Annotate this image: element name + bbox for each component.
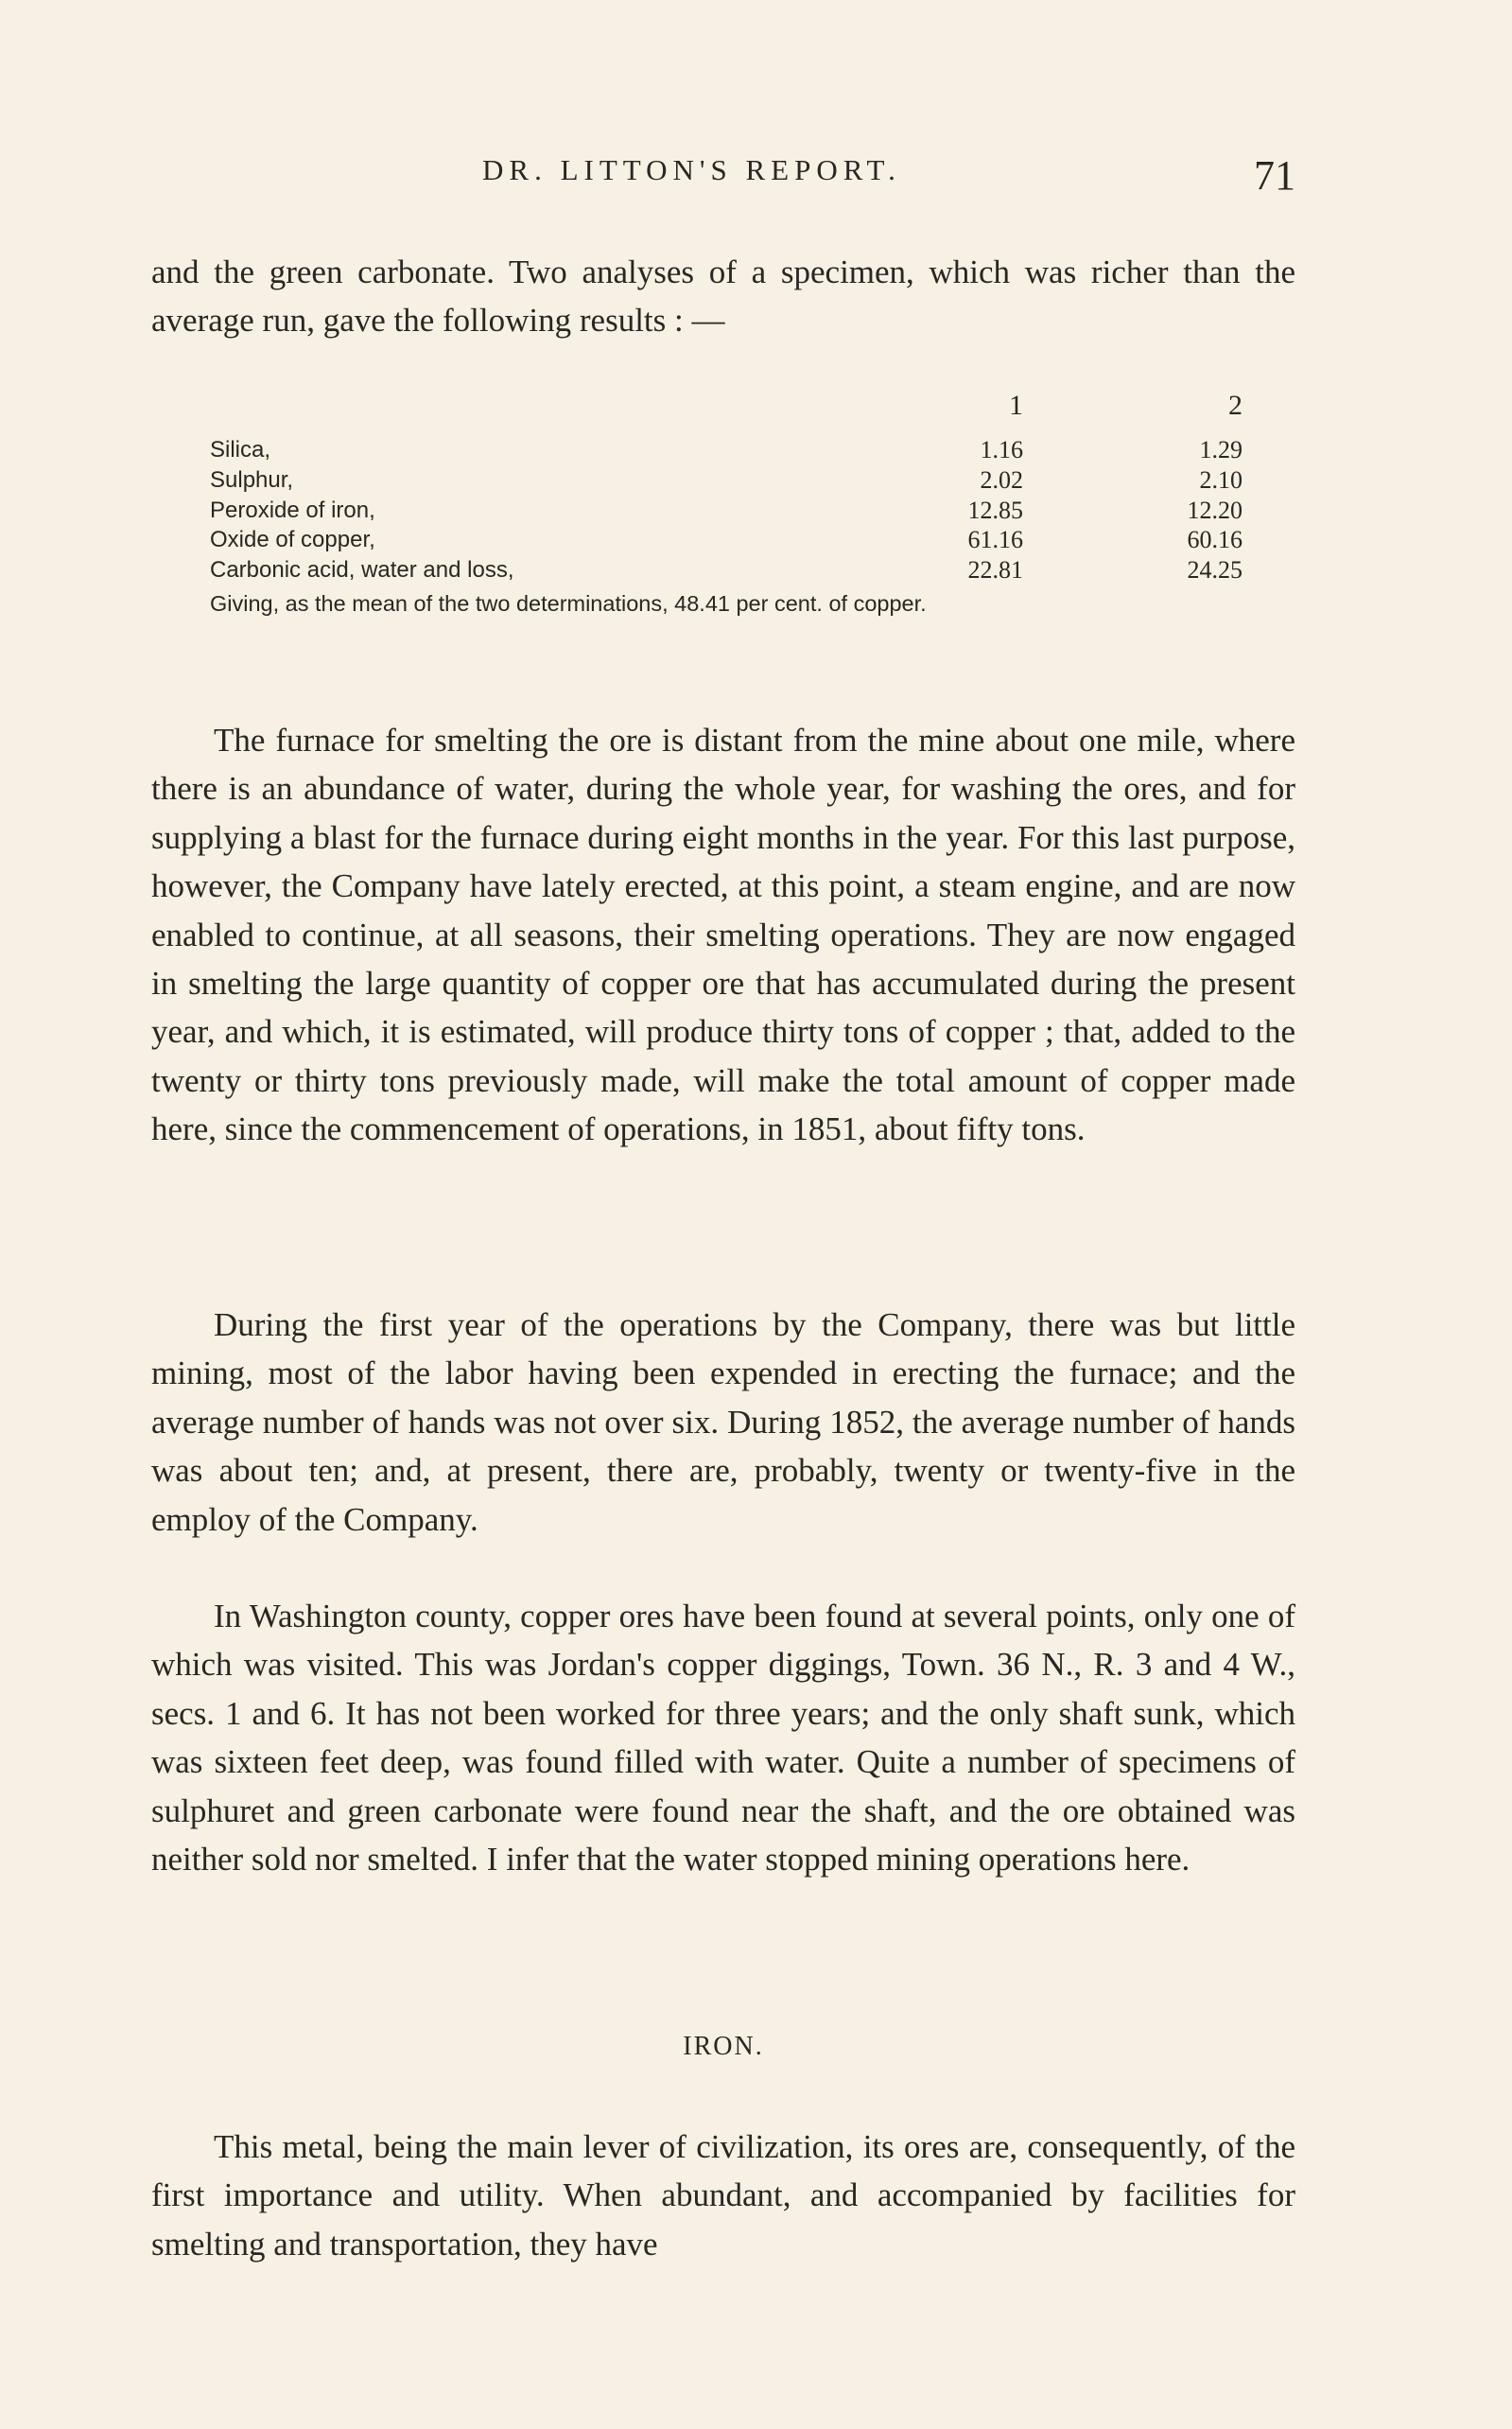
analysis-value-1: 22.81 <box>967 556 1023 585</box>
paragraph-furnace: The furnace for smelting the ore is distant from the mine about one mile, where there is an abundance of water, during the whole year, for washing the ores, and for supplying a blast for the furnace during eight months in the year. For this last purpose, however, the Company have lately erected, at this point, a steam engine, and are now enabled to continue, at all seasons, their smelting operations. They are now engaged in smelting the large quantity of copper ore that has accumulated during the present year, and which, it is estimated, will produce thirty tons of copper ; that, added to the twenty or thirty tons previously made, will make the total amount of copper made here, since the commencement of operations, in 1851, about fifty tons. <box>151 722 1295 1148</box>
analysis-value-2: 2.10 <box>1199 465 1243 494</box>
section-heading-iron: IRON. <box>683 2032 764 2061</box>
running-title: DR. LITTON'S REPORT. <box>482 153 901 186</box>
analysis-summary: Giving, as the mean of the two determinations, 48.41 per cent. of copper. <box>210 590 927 616</box>
paragraph-washington-county: In Washington county, copper ores have been found at several points, only one of which was visited. This was Jordan's copper diggings, Town. 36 N., R. 3 and 4 W., secs. 1 and 6. It has not been worked for three years; and the only shaft sunk, which was sixteen feet deep, was found filled with water. Quite a number of specimens of sulphuret and green carbonate were found near the shaft, and the ore obtained was neither sold nor smelted. I infer that the water stopped mining operations here. <box>151 1598 1295 1879</box>
analysis-label: Carbonic acid, water and loss, <box>210 557 514 584</box>
analysis-row <box>210 525 1248 555</box>
analysis-value-1: 12.85 <box>967 496 1023 524</box>
analysis-value-2: 24.25 <box>1187 556 1243 585</box>
analysis-value-2: 1.29 <box>1199 436 1243 463</box>
paragraph-iron: This metal, being the main lever of civilization, its ores are, consequently, of the first importance and utility. When abundant, and accompanied by facilities for smelting and transportation, they have <box>151 2128 1295 2263</box>
analysis-label: Oxide of copper, <box>210 527 375 553</box>
analysis-value-2: 60.16 <box>1187 526 1243 554</box>
analysis-label: Silica, <box>210 437 271 463</box>
analysis-label: Peroxide of iron, <box>210 497 375 523</box>
page-number: 71 <box>1254 152 1295 199</box>
analysis-column-headers <box>210 390 1248 435</box>
analysis-table <box>210 390 1248 617</box>
running-head <box>151 151 1295 208</box>
paragraph-first-year: During the first year of the operations by the Company, there was but little mining, most of the labor having been expended in erecting the furnace; and the average number of hands was not over six. During 1852, the average number of hands was about ten; and, at present, there are, probably, twenty or twenty-five in the employ of the Company. <box>151 1306 1295 1538</box>
analysis-row <box>210 465 1248 496</box>
analysis-value-1: 61.16 <box>967 526 1023 554</box>
column-header-1: 1 <box>1009 390 1023 421</box>
analysis-value-2: 12.20 <box>1187 496 1243 524</box>
analysis-row <box>210 496 1248 526</box>
analysis-row <box>210 435 1248 465</box>
analysis-label: Sulphur, <box>210 466 294 493</box>
analysis-row <box>210 555 1248 585</box>
column-header-2: 2 <box>1228 390 1243 421</box>
intro-paragraph: and the green carbonate. Two analyses of a specimen, which was richer than the average run, gave the following results : — <box>151 253 1295 340</box>
analysis-value-1: 2.02 <box>980 465 1023 494</box>
analysis-value-1: 1.16 <box>980 436 1023 463</box>
